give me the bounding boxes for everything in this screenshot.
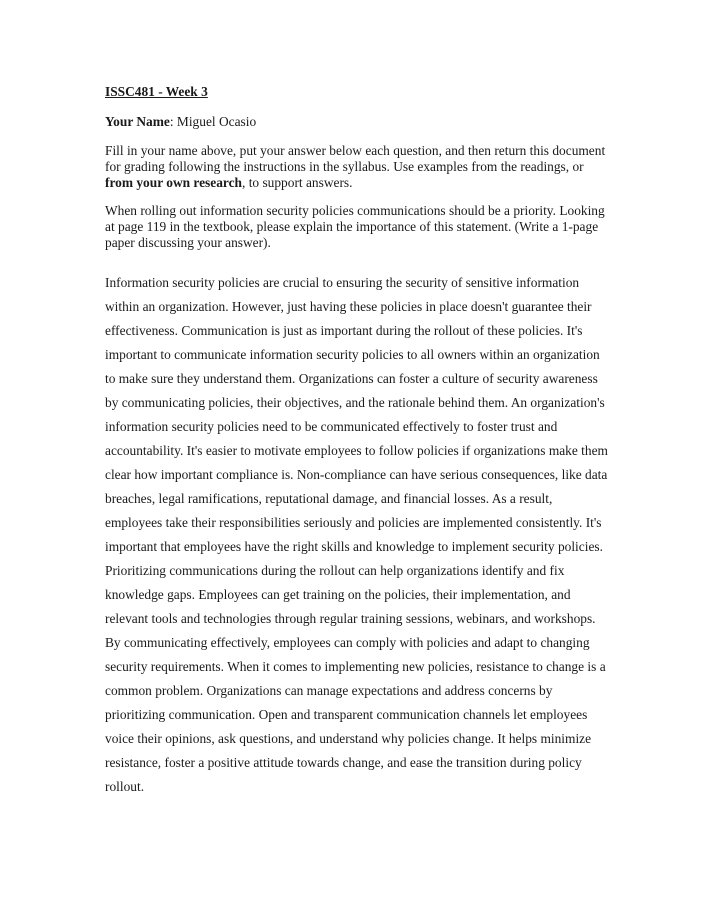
- instructions-text-start: Fill in your name above, put your answer below each question, and then return this document for grading following the instructions in the syllabus. Use examples from the readings, or: [105, 143, 606, 174]
- question-paragraph: When rolling out information security policies communications should be a priority. Looking at page 119 in the textbook, please explain the importance of this statement. (Write a 1-page paper discussing your answer).: [105, 203, 605, 250]
- instructions-bold-text: from your own research: [105, 175, 242, 190]
- name-separator: :: [169, 114, 177, 129]
- document-page: [105, 83, 610, 799]
- document-title: ISSC481 - Week 3: [105, 84, 208, 99]
- instructions-paragraph: [105, 143, 610, 191]
- answer-paragraph: Information security policies are crucial to ensuring the security of sensitive information within an organization. However, just having these policies in place doesn't guarantee their effectiveness. Communication is just as important during the rollout of these policies. It's important to communicate information security policies to all owners within an organization to make sure they understand them. Organizations can foster a culture of security awareness by communicating policies, their objectives, and the rationale behind them. An organization's information security policies need to be communicated effectively to foster trust and accountability. It's easier to motivate employees to follow policies if organizations make them clear how important compliance is. Non-compliance can have serious consequences, like data breaches, legal ramifications, reputational damage, and financial losses. As a result, employees take their responsibilities seriously and policies are implemented consistently. It's important that employees have the right skills and knowledge to implement security policies. Prioritizing communications during the rollout can help organizations identify and fix knowledge gaps. Employees can get training on the policies, their implementation, and relevant tools and technologies through regular training sessions, webinars, and workshops. By communicating effectively, employees can comply with policies and adapt to changing security requirements. When it comes to implementing new policies, resistance to change is a common problem. Organizations can manage expectations and address concerns by prioritizing communication. Open and transparent communication channels let employees voice their opinions, ask questions, and understand why policies change. It helps minimize resistance, foster a positive attitude towards change, and ease the transition during policy rollout.: [105, 275, 608, 794]
- instructions-text-end: , to support answers.: [242, 175, 353, 190]
- name-line: [105, 113, 610, 131]
- name-label: Your Name: [105, 114, 170, 129]
- name-value: Miguel Ocasio: [176, 114, 257, 129]
